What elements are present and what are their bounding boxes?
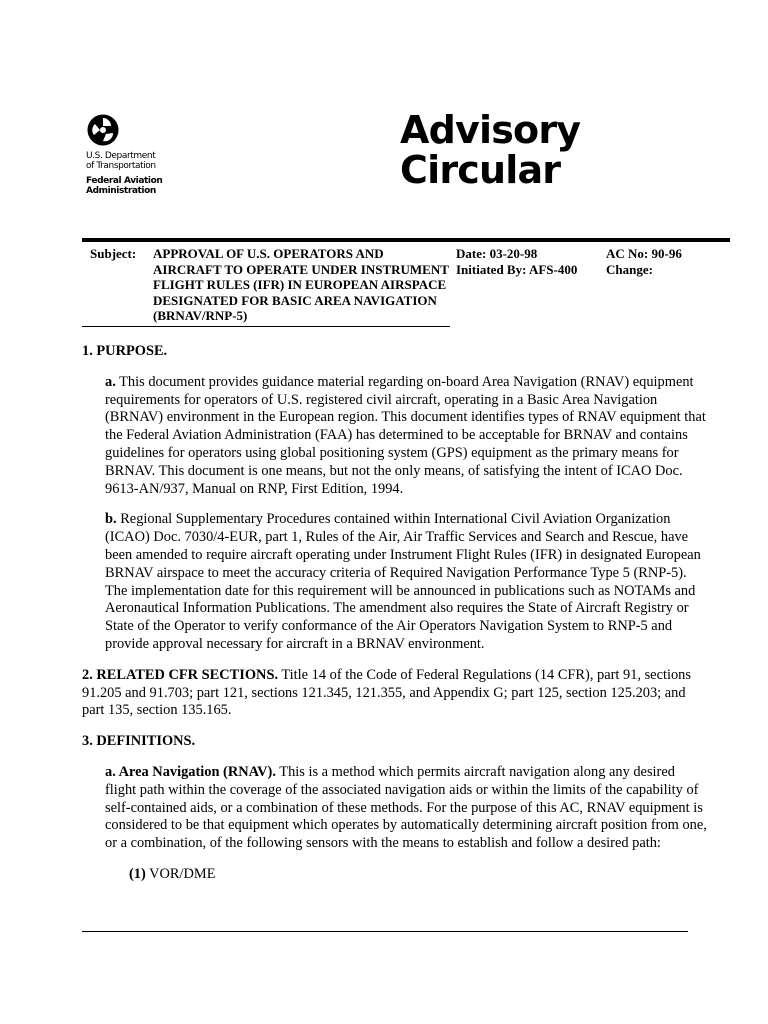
agency-faa-line1: Federal Aviation bbox=[86, 176, 163, 186]
subject-rule bbox=[82, 326, 450, 327]
initiated-by-field: Initiated By: AFS-400 bbox=[456, 261, 578, 277]
purpose-paragraph-b bbox=[82, 511, 708, 653]
change-field: Change: bbox=[606, 261, 653, 277]
agency-dept-line2: of Transportation bbox=[86, 161, 156, 171]
def-a-label: a. Area Navigation (RNAV). bbox=[105, 763, 276, 780]
definitions-heading-text: 3. DEFINITIONS. bbox=[82, 733, 196, 750]
purpose-a-label: a. bbox=[105, 373, 116, 390]
ac-no-field: AC No: 90-96 bbox=[606, 246, 682, 261]
purpose-a-text: This document provides guidance material regarding on-board Area Navigation (RNAV) equipment requirements for operators of U.S. registered civil aircraft, operating in a Basic Area Navigation (BRNAV) environment in the European region. This document identifies types of RNAV equipment that the Federal Aviation Administration (FAA) has determined to be acceptable for BRNAV and contains guidelines for operators using global positioning system (GPS) equipment as the primary means for BRNAV. This document is one means, but not the only means, of satisfying the intent of ICAO Doc. 9613-AN/937, Manual on RNP, First Edition, 1994. bbox=[105, 373, 706, 497]
subject-label: Subject: bbox=[90, 246, 137, 261]
purpose-b-text: Regional Supplementary Procedures contained within International Civil Aviation Organization (ICAO) Doc. 7030/4-EUR, part 1, Rules of the Air, Air Traffic Services and Search and Rescue, have been amended to require aircraft operating under Instrument Flight Rules (IFR) in designated European BRNAV airspace to meet the accuracy criteria of Required Navigation Performance Type 5 (RNP-5). The implementation date for this requirement will be announced in publications such as NOTAMs and Aeronautical Information Publications. The amendment also requires the State of Aircraft Registry or State of the Operator to verify conformance of the Air Operators Navigation System to RNP-5 and provide approval necessary for aircraft in a BRNAV environment. bbox=[105, 511, 701, 652]
item1-text: VOR/DME bbox=[145, 865, 216, 882]
purpose-heading-text: 1. PURPOSE. bbox=[82, 343, 168, 359]
advisory-circular-title bbox=[400, 110, 580, 190]
section-definitions-heading bbox=[82, 733, 708, 751]
dot-logo-block bbox=[86, 113, 196, 196]
header-rule bbox=[82, 238, 730, 242]
dot-triskelion-icon bbox=[86, 113, 120, 147]
ac-number-info bbox=[606, 246, 682, 277]
purpose-paragraph-a bbox=[82, 374, 708, 499]
date-info bbox=[456, 246, 577, 277]
def-a-text: This is a method which permits aircraft navigation along any desired flight path within the coverage of the associated navigation aids or within the limits of the capability of self-contained aids, or a combination of these methods. For the purpose of this AC, RNAV equipment is considered to be that equipment which operates by automatically determining aircraft position from one, or a combination, of the following sensors with the means to establish and follow a desired path: bbox=[105, 763, 707, 852]
subject-text: APPROVAL OF U.S. OPERATORS AND AIRCRAFT TO OPERATE UNDER INSTRUMENT FLIGHT RULES (IFR) IN EUROPEAN AIRSPACE DESIGNATED FOR BASIC AREA NAVIGATION (BRNAV/RNP-5) bbox=[153, 246, 449, 323]
title-line-circular: Circular bbox=[400, 148, 561, 192]
definition-paragraph-a bbox=[82, 764, 708, 853]
title-line-advisory: Advisory bbox=[400, 108, 581, 152]
item1-label: (1) bbox=[129, 865, 146, 882]
agency-dept-line1: U.S. Department bbox=[86, 151, 156, 161]
purpose-b-label: b. bbox=[105, 511, 117, 528]
date-field: Date: 03-20-98 bbox=[456, 246, 538, 261]
document-body bbox=[82, 343, 708, 897]
cfr-paragraph bbox=[82, 667, 708, 720]
agency-faa-line2: Administration bbox=[86, 186, 156, 196]
cfr-heading: 2. RELATED CFR SECTIONS. bbox=[82, 666, 279, 683]
definition-item-1 bbox=[82, 866, 708, 884]
section-purpose-heading bbox=[82, 343, 708, 361]
bottom-rule bbox=[82, 931, 688, 932]
cfr-text: Title 14 of the Code of Federal Regulations (14 CFR), part 91, sections 91.205 and 91.703; part 121, sections 121.345, 121.355, and Appendix G; part 125, section 125.203; and part 135, section 135.165. bbox=[82, 666, 691, 719]
